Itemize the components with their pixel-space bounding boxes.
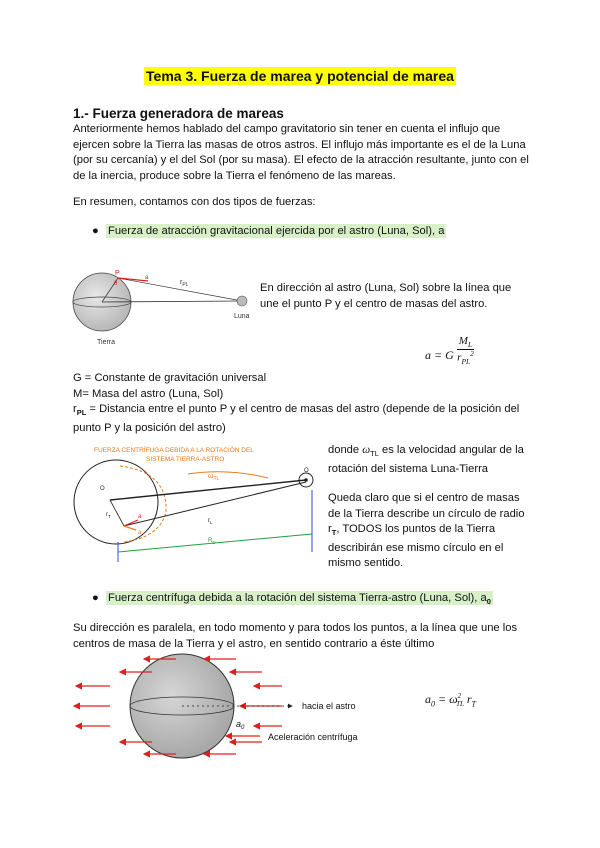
distance-label: $r_{PL}$ [180, 279, 189, 288]
formula-fraction [457, 335, 474, 366]
earth-circle [74, 460, 158, 544]
fig2-title-line: FUERZA CENTRÍFUGA DEBIDA A LA ROTACIÓN DEL [94, 447, 254, 454]
intro-line: Anteriormente hemos hablado del campo gravitatorio sin tener en cuenta el influjo que [73, 123, 501, 135]
queda-line: de la Tierra describe un círculo de radio [328, 507, 525, 520]
theta-label: θ [114, 281, 118, 287]
moon [237, 296, 247, 306]
def-r-cont: punto P y la posición del astro) [73, 421, 226, 434]
intro-line: de la inercia, produce sobre la Tierra el fenómeno de las mareas. [73, 169, 396, 182]
vector-fb [124, 526, 136, 530]
omega-arc [188, 472, 268, 478]
queda-line: describirán ese mismo círculo en el [328, 541, 504, 554]
omega-label: $\omega_{TL}$ [208, 473, 220, 482]
rotation-system-figure [68, 442, 330, 564]
moon-label: Luna [234, 313, 250, 320]
rl-label: $r_L$ [208, 518, 213, 525]
centrifugal-formula: $a_0 = \omega^2_{TL}$ $r_T$ [425, 692, 476, 709]
summary-text: En resumen, contamos con dos tipos de fuerzas: [73, 196, 316, 208]
def-m: M= Masa del astro (Luna, Sol) [73, 387, 224, 400]
section-heading: 1.- Fuerza generadora de mareas [73, 106, 284, 121]
intro-line: ejercen sobre la Tierra las masas de otros astros. El influjo más importante es el de la Luna [73, 138, 526, 151]
rotation-arc [120, 466, 166, 542]
earth-label: Tierra [97, 339, 116, 346]
def-r: $r_{PL}$ = Distancia entre el punto P y el centro de masas del astro (depende de la posición del [73, 403, 520, 418]
page-title: Tema 3. Fuerza de marea y potencial de marea [146, 68, 454, 84]
centrifugal-accel-label: Aceleración centrífuga [268, 732, 358, 742]
bullet-gravitational [92, 225, 446, 237]
o2-label: O [304, 468, 309, 474]
queda-line: Queda claro que si el centro de masas [328, 492, 520, 505]
omega-line-2: rotación del sistema Luna-Tierra [328, 462, 489, 475]
queda-line: mismo sentido. [328, 557, 404, 570]
moon-center [304, 478, 308, 482]
direction-line: centros de masa de la Tierra y el astro, en sentido contrario a éste último [73, 637, 435, 650]
o1-label: O [100, 486, 105, 492]
point-p-label: P [115, 270, 120, 277]
fig1-description [260, 281, 540, 312]
fb-label: a [138, 530, 142, 536]
centrifugal-figure [70, 650, 400, 762]
bullet-dot: ● [92, 225, 99, 237]
formula-lhs: a = G [425, 348, 454, 363]
fig1-desc-line: une el punto P y el centro de masas del astro. [260, 297, 488, 310]
rt-label: $r_T$ [106, 512, 111, 519]
toward-astro-label: hacia el astro [302, 701, 356, 711]
formula-denominator: $r_{PL}^2$ [457, 350, 474, 367]
bullet-text: Fuerza de atracción gravitacional ejercida por el astro (Luna, Sol), a [108, 225, 445, 237]
omega-line: donde $\omega_{TL}$ es la velocidad angular de la [328, 444, 524, 459]
bullet-centrifugal [92, 592, 493, 606]
gravity-formula [425, 335, 474, 366]
bullet-text: Fuerza centrífuga debida a la rotación del sistema Tierra-astro (Luna, Sol), $a_0$ [108, 592, 491, 607]
intro-line: (por su cercanía) y el del Sol (por su masa). El efecto de la atracción resultante, junto con el [73, 154, 529, 166]
fa-label: a [138, 514, 142, 520]
rd-label: $R_D$ [208, 538, 216, 545]
direction-line: Su dirección es paralela, en todo momento y para todos los puntos, a la línea que une los [73, 622, 518, 634]
bullet-dot: ● [92, 592, 99, 604]
earth-moon-figure [70, 258, 270, 350]
queda-line-r: $r_T$, TODOS los puntos de la Tierra [328, 523, 496, 538]
formula-numerator: $M_L$ [458, 335, 473, 350]
vector-a0-label: $a_0$ [236, 719, 245, 731]
radius-line-2 [110, 500, 124, 526]
definitions [73, 371, 543, 436]
accel-label: a [145, 275, 149, 281]
fig2-description [328, 443, 558, 572]
fig1-desc-line: En dirección al astro (Luna, Sol) sobre la línea que [260, 282, 512, 294]
direction-paragraph [73, 621, 543, 652]
earth-moon-axis [110, 480, 306, 500]
fig2-title-line: SISTEMA TIERRA-ASTRO [146, 456, 225, 463]
intro-paragraph [73, 122, 533, 184]
def-g: G = Constante de gravitación universal [73, 372, 267, 384]
